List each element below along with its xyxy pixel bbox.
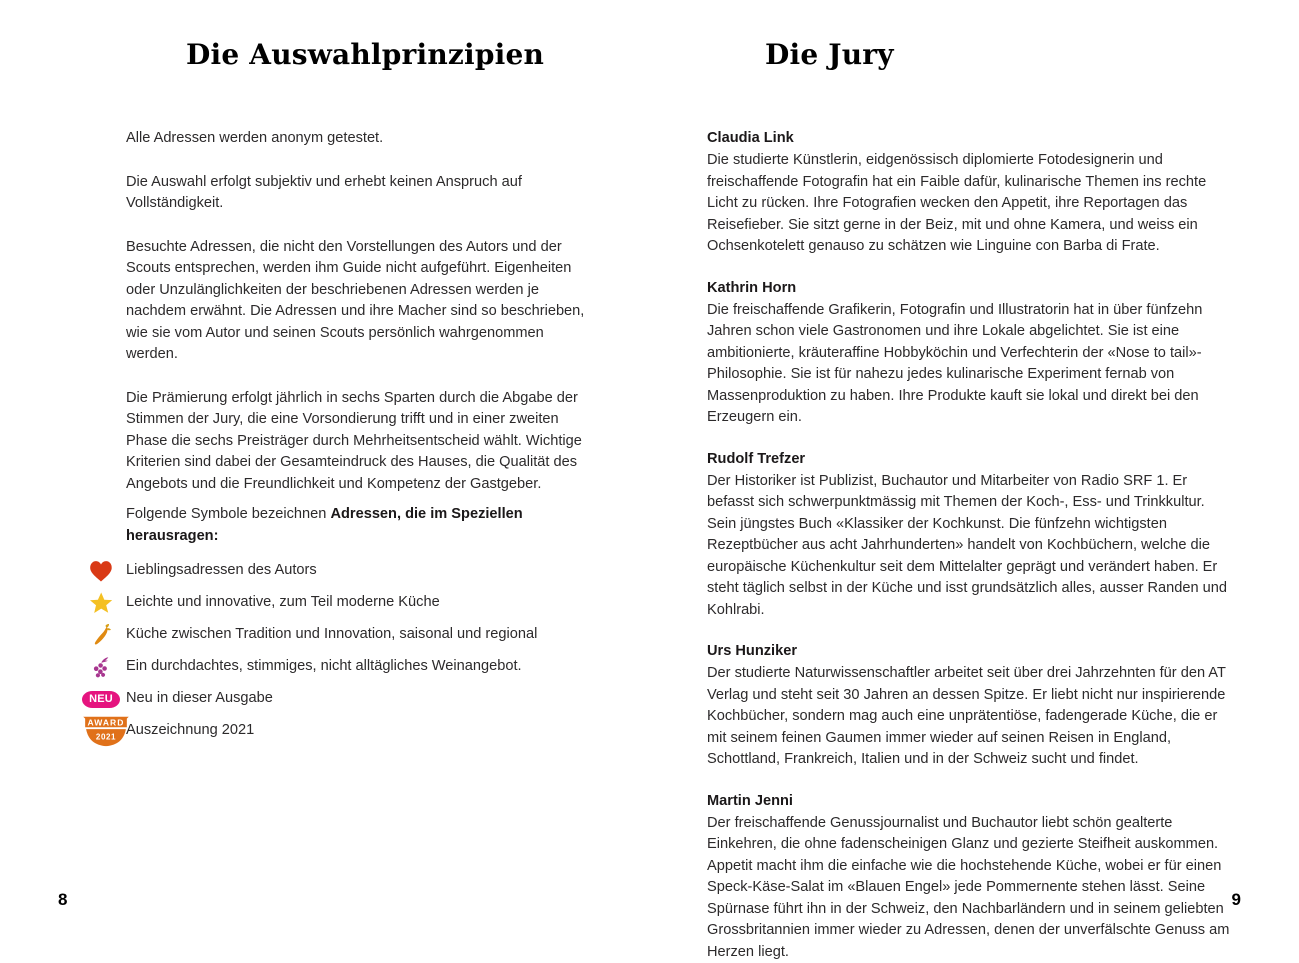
jury-entry bbox=[707, 128, 1231, 258]
page-number-right: 9 bbox=[1232, 890, 1241, 910]
symbols-intro-text bbox=[126, 504, 596, 547]
jury-member-name: Kathrin Horn bbox=[707, 278, 1231, 299]
jury-member-name: Urs Hunziker bbox=[707, 641, 1231, 662]
award-badge-year: 2021 bbox=[96, 733, 116, 742]
left-column-body bbox=[126, 128, 592, 495]
jury-entry bbox=[707, 278, 1231, 429]
jury-entry bbox=[707, 449, 1231, 622]
jury-entry bbox=[707, 791, 1231, 963]
legend-label-new: Neu in dieser Ausgabe bbox=[126, 688, 273, 710]
award-badge-word: AWARD bbox=[88, 717, 125, 727]
symbols-intro-bold: Adressen, die im Speziellen herausragen: bbox=[126, 506, 523, 544]
jury-member-bio: Der studierte Naturwissenschaftler arbeitet seit über drei Jahrzehnten für den AT Verlag und steht seit 30 Jahren an dessen Spitze. Er liebt nicht nur inspirierende Kochbücher, sondern mag auch eine unprätentiöse, fadengerade Küche, die er mit seinem feinen Gaumen immer wieder auf seinen Reisen in England, Schottland, Frankreich, Italien und in der Schweiz sucht und findet. bbox=[707, 663, 1231, 771]
jury-member-name: Claudia Link bbox=[707, 128, 1231, 149]
neu-badge-icon bbox=[84, 684, 118, 714]
star-icon bbox=[84, 588, 118, 618]
heart-icon bbox=[84, 556, 118, 586]
jury-member-name: Rudolf Trefzer bbox=[707, 449, 1231, 470]
paragraph-awarding-process: Die Prämierung erfolgt jährlich in sechs Sparten durch die Abgabe der Stimmen der Jury, die eine Vorsondierung trifft und in einer zweiten Phase die sechs Preisträger durch Mehrheitsentscheid wählt. Wichtige Kriterien sind dabei der Gesamteindruck des Hauses, die Qualität des Angebots und die Freundlichkeit und Kompetenz der Gastgeber. bbox=[126, 388, 592, 496]
jury-member-bio: Die freischaffende Grafikerin, Fotografin und Illustratorin hat in über fünfzehn Jahren schon viele Gastronomen und ihre Lokale abgelichtet. Sie ist eine ambitionierte, kräuteraffine Hobbyköchin und Verfechterin der «Nose to tail»-Philosophie. Sie ist für nahezu jedes kulinarische Experiment fernab von Massenproduktion zu haben. Ihre Produkte kauft sie lokal und direkt bei den Erzeugern ein. bbox=[707, 300, 1231, 429]
page-number-left: 8 bbox=[58, 890, 67, 910]
paragraph-anonymity: Alle Adressen werden anonym getestet. bbox=[126, 128, 592, 150]
paragraph-subjectivity: Die Auswahl erfolgt subjektiv und erhebt keinen Anspruch auf Vollständigkeit. bbox=[126, 172, 592, 215]
right-column-body bbox=[707, 128, 1231, 963]
page-title-jury: Die Jury bbox=[765, 38, 894, 71]
symbols-intro-block bbox=[126, 504, 596, 565]
jury-entry bbox=[707, 641, 1231, 771]
legend-label-award: Auszeichnung 2021 bbox=[126, 720, 254, 742]
jury-member-bio: Die studierte Künstlerin, eidgenössisch diplomierte Fotodesignerin und freischaffende Fotografin hat ein Faible dafür, kulinarische Themen ins rechte Licht zu rücken. Ihre Fotografien wecken den Appetit, ihre Reportagen das Reisefieber. Sie sitzt gerne in der Beiz, mit und ohne Kamera, und weiss ein Ochsenkotelett genauso zu schätzen wie Linguine con Barba di Frate. bbox=[707, 150, 1231, 258]
jury-member-bio: Der Historiker ist Publizist, Buchautor und Mitarbeiter von Radio SRF 1. Er befasst sich schwerpunktmässig mit Themen der Koch-, Ess- und Trinkkultur. Sein jüngstes Buch «Klassiker der Kochkunst. Die fünfzehn wichtigsten Rezeptbücher aus acht Jahrhunderten» handelt von Kochbüchern, welche die europäische Küchenkultur seit dem Mittelalter geprägt und verändert haben. Er steht täglich selbst in der Küche und isst grundsätzlich alles, ausser Randen und Kohlrabi. bbox=[707, 471, 1231, 622]
jury-member-name: Martin Jenni bbox=[707, 791, 1231, 812]
grapes-icon bbox=[84, 652, 118, 682]
page-title-auswahlprinzipien: Die Auswahlprinzipien bbox=[186, 38, 544, 71]
jury-member-bio: Der freischaffende Genussjournalist und Buchautor liebt schön gealterte Einkehren, die ohne fadenscheinigen Glanz und gezierte Steifheit auskommen. Appetit macht ihm die einfache wie die hochstehende Küche, wobei er für einen Speck-Käse-Salat im «Blauen Engel» jede Pommernente stehen lässt. Seine Spürnase führt ihn in der Schweiz, den Nachbarländern und in seinem geliebten Grossbritannien immer wieder zu Adressen, denen der unverfälschte Genuss am Herzen liegt. bbox=[707, 813, 1231, 963]
carrot-icon bbox=[84, 620, 118, 650]
paragraph-visited-addresses: Besuchte Adressen, die nicht den Vorstellungen des Autors und der Scouts entsprechen, werden ihm Guide nicht aufgeführt. Eigenheiten oder Unzulänglichkeiten der beschriebenen Adressen werden je nachdem erwähnt. Die Adressen und ihre Macher sind so beschrieben, wie sie vom Autor und seinen Scouts persönlich wahrgenommen werden. bbox=[126, 237, 592, 366]
legend-label-light-modern: Leichte und innovative, zum Teil moderne Küche bbox=[126, 592, 440, 614]
legend-label-favorite: Lieblingsadressen des Autors bbox=[126, 560, 317, 582]
symbols-intro-plain: Folgende Symbole bezeichnen bbox=[126, 506, 330, 522]
legend-label-tradition-innovation: Küche zwischen Tradition und Innovation, saisonal und regional bbox=[126, 624, 537, 646]
legend-label-wine: Ein durchdachtes, stimmiges, nicht alltägliches Weinangebot. bbox=[126, 656, 522, 678]
neu-badge-text: NEU bbox=[82, 691, 120, 708]
